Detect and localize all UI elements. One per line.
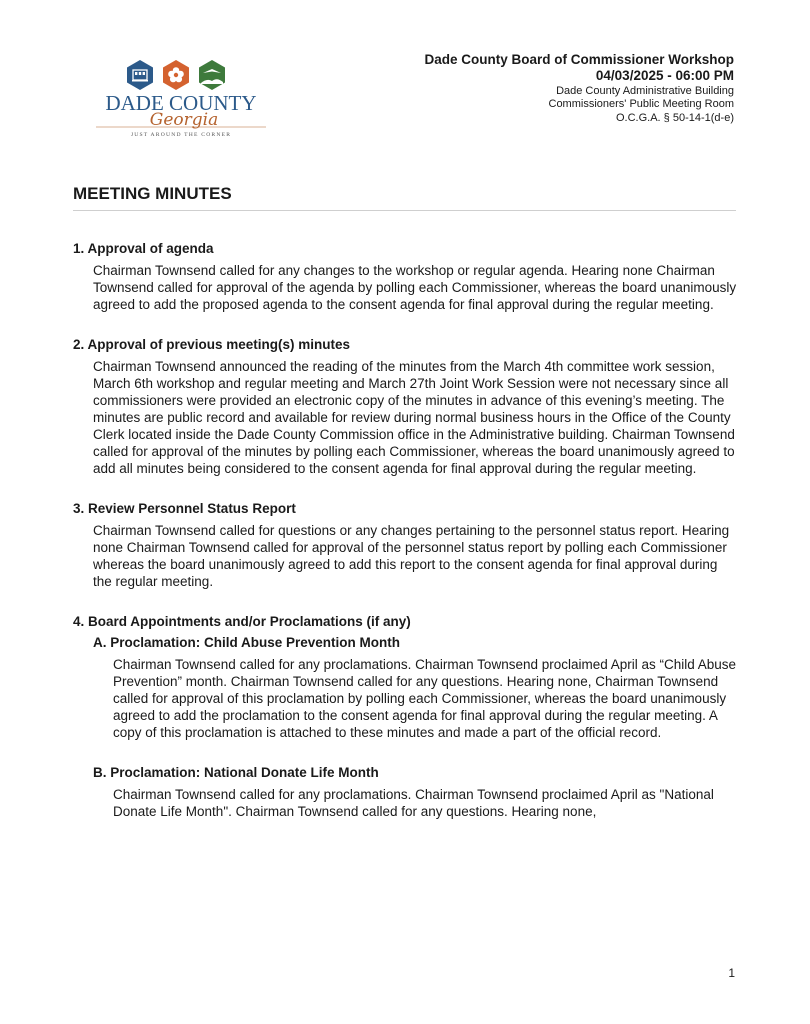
page-number: 1 xyxy=(728,966,735,980)
flower-icon xyxy=(163,60,189,90)
meeting-info-block xyxy=(424,52,734,125)
section-heading: 4. Board Appointments and/or Proclamations (if any) xyxy=(73,614,411,629)
section-body: Chairman Townsend called for questions or any changes pertaining to the personnel status report. Hearing none Chairman Townsend called for approval of the personnel status report by polling each Commissioner whereas the board unanimously agreed to add this report to the consent agenda for final approval during the regular meeting. xyxy=(93,523,730,589)
logo-tagline: JUST AROUND THE CORNER xyxy=(130,132,232,138)
subsection-body: Chairman Townsend called for any proclamations. Chairman Townsend proclaimed April as "National Donate Life Month". Chairman Townsend called for any questions. Hearing none, xyxy=(113,787,714,819)
subsection-body: Chairman Townsend called for any proclamations. Chairman Townsend proclaimed April as “Child Abuse Prevention” month. Chairman Townsend called for any questions. Hearing none, Chairman Townsend called for approval of this proclamation by polling each Commissioner, whereas the board unanimously agreed to add the proclamation to the consent agenda for final approval during the regular meeting. A copy of this proclamation is attached to these minutes and made a part of the official record. xyxy=(113,657,737,740)
section-heading: 1. Approval of agenda xyxy=(73,241,214,256)
hang-glider-icon xyxy=(199,60,225,90)
section-personnel-report xyxy=(73,501,738,590)
meeting-room: Commissioners' Public Meeting Room xyxy=(548,98,734,111)
dade-county-logo xyxy=(86,58,276,140)
document-title: MEETING MINUTES xyxy=(73,184,232,203)
section-body: Chairman Townsend announced the reading of the minutes from the March 4th committee work session, March 6th workshop and regular meeting and March 27th Joint Work Session were not necessary since all commissioners were provided an electronic copy of the minutes in advance of this evening’s meeting. The minutes are public record and available for review during normal business hours in the Office of the County Clerk located inside the Dade County Commission office in the Administrative building. Chairman Townsend called for approval of the minutes by polling each Commissioner, whereas the board unanimously agreed to add all minutes being considered to the consent agenda for final approval during the regular meeting. xyxy=(93,359,735,476)
title-divider xyxy=(73,210,736,211)
section-body: Chairman Townsend called for any changes to the workshop or regular agenda. Hearing none Chairman Townsend called for approval of the agenda by polling each Commissioner, whereas the board unanimously agreed to add the proposed agenda to the consent agenda for final approval during the regular meeting. xyxy=(93,263,737,312)
building-icon xyxy=(127,60,153,90)
meeting-datetime: 04/03/2025 - 06:00 PM xyxy=(595,68,734,84)
meeting-legal-code: O.C.G.A. § 50-14-1(d-e) xyxy=(616,111,734,124)
logo-county-name: DADE COUNTY xyxy=(105,91,257,115)
section-heading: 2. Approval of previous meeting(s) minutes xyxy=(73,337,351,352)
meeting-title: Dade County Board of Commissioner Workshop xyxy=(424,52,734,67)
meeting-location: Dade County Administrative Building xyxy=(556,84,734,97)
section-heading: 3. Review Personnel Status Report xyxy=(73,501,296,516)
section-appointments-proclamations xyxy=(73,614,738,820)
subsection-donate-life xyxy=(93,765,738,820)
minutes-content xyxy=(73,241,738,844)
subsection-heading: A. Proclamation: Child Abuse Prevention Month xyxy=(93,635,401,650)
section-approval-of-agenda xyxy=(73,241,738,313)
subsection-child-abuse-prevention xyxy=(93,635,738,741)
logo-state-script: Georgia xyxy=(149,110,219,130)
subsection-heading: B. Proclamation: National Donate Life Month xyxy=(93,765,379,780)
section-previous-minutes xyxy=(73,337,738,477)
